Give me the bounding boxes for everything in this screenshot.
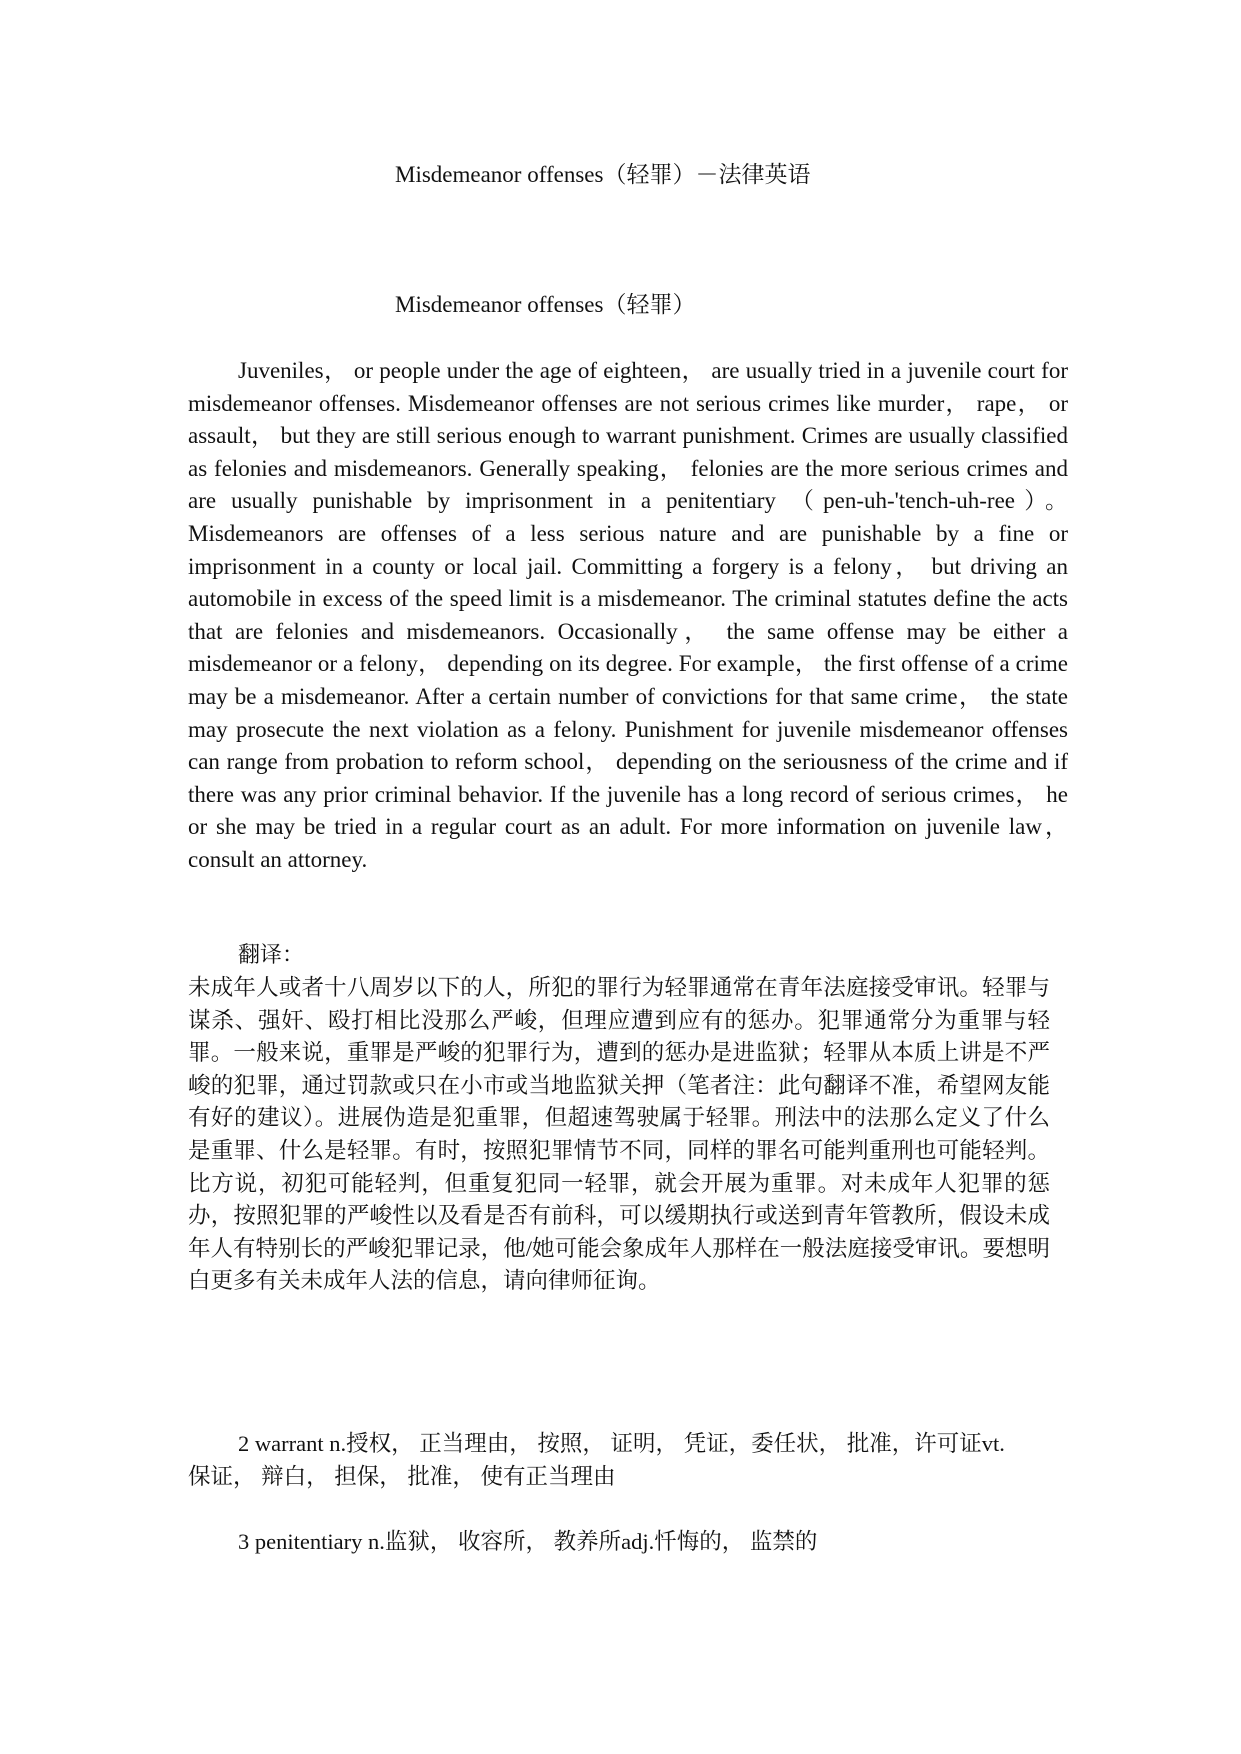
- vocab-entry-penitentiary: 3 penitentiary n.监狱， 收容所， 教养所adj.忏悔的， 监禁的: [238, 1529, 818, 1554]
- document-title: Misdemeanor offenses（轻罪）－法律英语: [395, 162, 811, 187]
- section-title: Misdemeanor offenses（轻罪）: [395, 292, 696, 317]
- translation-label: 翻译：: [238, 942, 305, 967]
- vocab-entry-warrant: 2 warrant n.授权， 正当理由， 按照， 证明， 凭证，委任状， 批准，许可证vt.保证， 辩白， 担保， 批准， 使有正当理由: [188, 1431, 1005, 1489]
- english-paragraph: Juveniles， or people under the age of eighteen， are usually tried in a juvenile court for misdemeanor offenses. Misdemeanor offenses are not serious crimes like murder， rape， or assault， but they are still serious enough to warrant punishment. Crimes are usually classified as felonies and misdemeanors. Generally speaking， felonies are the more serious crimes and are usually punishable by imprisonment in a penitentiary （pen-uh-'tench-uh-ree）。 Misdemeanors are offenses of a less serious nature and are punishable by a fine or imprisonment in a county or local jail. Committing a forgery is a felony， but driving an automobile in excess of the speed limit is a misdemeanor. The criminal statutes define the acts that are felonies and misdemeanors. Occasionally， the same offense may be either a misdemeanor or a felony， depending on its degree. For example， the first offense of a crime may be a misdemeanor. After a certain number of convictions for that same crime， the state may prosecute the next violation as a felony. Punishment for juvenile misdemeanor offenses can range from probation to reform school， depending on the seriousness of the crime and if there was any prior criminal behavior. If the juvenile has a long record of serious crimes， he or she may be tried in a regular court as an adult. For more information on juvenile law， consult an attorney.: [188, 358, 1068, 872]
- chinese-paragraph: 未成年人或者十八周岁以下的人，所犯的罪行为轻罪通常在青年法庭接受审讯。轻罪与谋杀、强奸、殴打相比没那么严峻，但理应遭到应有的惩办。犯罪通常分为重罪与轻罪。一般来说，重罪是严峻的犯罪行为，遭到的惩办是进监狱；轻罪从本质上讲是不严峻的犯罪，通过罚款或只在小市或当地监狱关押（笔者注：此句翻译不准，希望网友能有好的建议）。进展伪造是犯重罪，但超速驾驶属于轻罪。刑法中的法那么定义了什么是重罪、什么是轻罪。有时，按照犯罪情节不同，同样的罪名可能判重刑也可能轻判。比方说，初犯可能轻判，但重复犯同一轻罪，就会开展为重罪。对未成年人犯罪的惩办，按照犯罪的严峻性以及看是否有前科，可以缓期执行或送到青年管教所，假设未成年人有特别长的严峻犯罪记录，他/她可能会象成年人那样在一般法庭接受审讯。要想明白更多有关未成年人法的信息，请向律师征询。: [188, 975, 1050, 1294]
